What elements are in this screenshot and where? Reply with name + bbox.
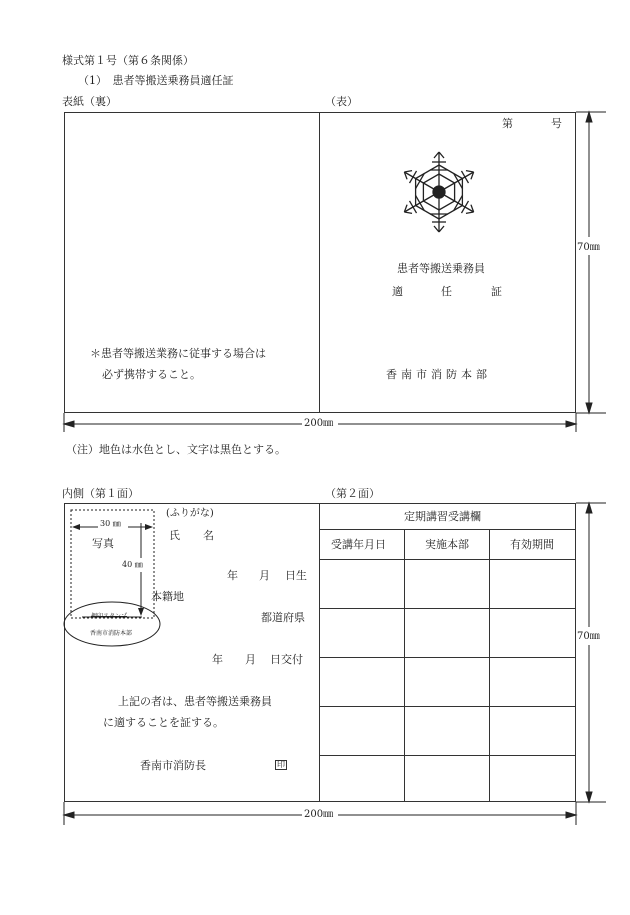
form-number: 様式第１号（第６条関係） — [62, 54, 194, 67]
stamp-bottom-text: 香南市消防本部 — [90, 630, 133, 637]
table-rule-row3 — [319, 706, 576, 707]
inner-page2-label: （第２面） — [325, 487, 380, 500]
cover-note-line2: 必ず携帯すること。 — [102, 368, 201, 381]
cover-title-char-1: 適 — [392, 285, 403, 298]
table-header-date: 受講年月日 — [331, 538, 386, 551]
table-rule-title — [319, 529, 576, 530]
table-header-office: 実施本部 — [425, 538, 469, 551]
inner-width-dimension: 200㎜ — [304, 809, 334, 820]
photo-width-dimension: 30 ㎜ — [100, 519, 121, 528]
table-rule-row1 — [319, 608, 576, 609]
cover-issuer: 香南市消防本部 — [386, 368, 491, 381]
furigana-label: (ふりがな) — [166, 508, 214, 519]
table-col-divider-2 — [489, 529, 490, 802]
table-rule-row2 — [319, 657, 576, 658]
cover-fold-line — [319, 112, 320, 413]
name-label-2: 名 — [203, 529, 214, 542]
issue-year: 年 — [212, 653, 223, 666]
table-rule-row4 — [319, 755, 576, 756]
chief-title: 香南市消防長 — [140, 759, 206, 772]
issue-day: 日交付 — [270, 653, 303, 666]
inner-card — [64, 503, 576, 802]
certify-line1: 上記の者は、患者等搬送乗務員 — [118, 695, 272, 708]
inner-fold-line — [319, 503, 320, 802]
item-title: （1） 患者等搬送乗務員適任証 — [78, 74, 234, 87]
cover-title-char-2: 任 — [441, 285, 452, 298]
table-col-divider-1 — [404, 529, 405, 802]
cover-note-line1: ＊患者等搬送業務に従事する場合は — [90, 347, 266, 360]
cover-back-label: 表紙（裏） — [62, 95, 117, 108]
color-note: （注）地色は水色とし、文字は黒色とする。 — [66, 443, 286, 456]
cover-front-label: （表） — [325, 95, 358, 108]
inner-page1-label: 内側（第１面） — [62, 487, 139, 500]
training-table-title: 定期講習受講欄 — [404, 510, 481, 523]
cover-height-dimension: 70㎜ — [577, 242, 600, 253]
birth-month: 月 — [259, 569, 270, 582]
photo-label: 写真 — [92, 537, 114, 550]
cover-number-dai: 第 — [502, 117, 513, 130]
table-rule-header — [319, 559, 576, 560]
issue-month: 月 — [245, 653, 256, 666]
cover-title-line1: 患者等搬送乗務員 — [397, 262, 485, 275]
inner-height-dimension: 70㎜ — [577, 631, 600, 642]
cover-width-dimension: 200㎜ — [304, 418, 334, 429]
certify-line2: に適することを証する。 — [103, 716, 224, 729]
birth-day: 日生 — [285, 569, 307, 582]
cover-title-char-3: 証 — [491, 285, 502, 298]
birth-year: 年 — [227, 569, 238, 582]
stamp-top-text: 押印スタンプ — [91, 613, 128, 620]
table-header-validity: 有効期間 — [510, 538, 554, 551]
prefecture-label: 都道府県 — [261, 611, 305, 624]
seal-mark: 印 — [277, 760, 285, 769]
photo-height-dimension: 40 ㎜ — [122, 560, 143, 569]
domicile-label: 本籍地 — [151, 590, 184, 603]
cover-number-go: 号 — [551, 117, 562, 130]
name-label-1: 氏 — [169, 529, 180, 542]
